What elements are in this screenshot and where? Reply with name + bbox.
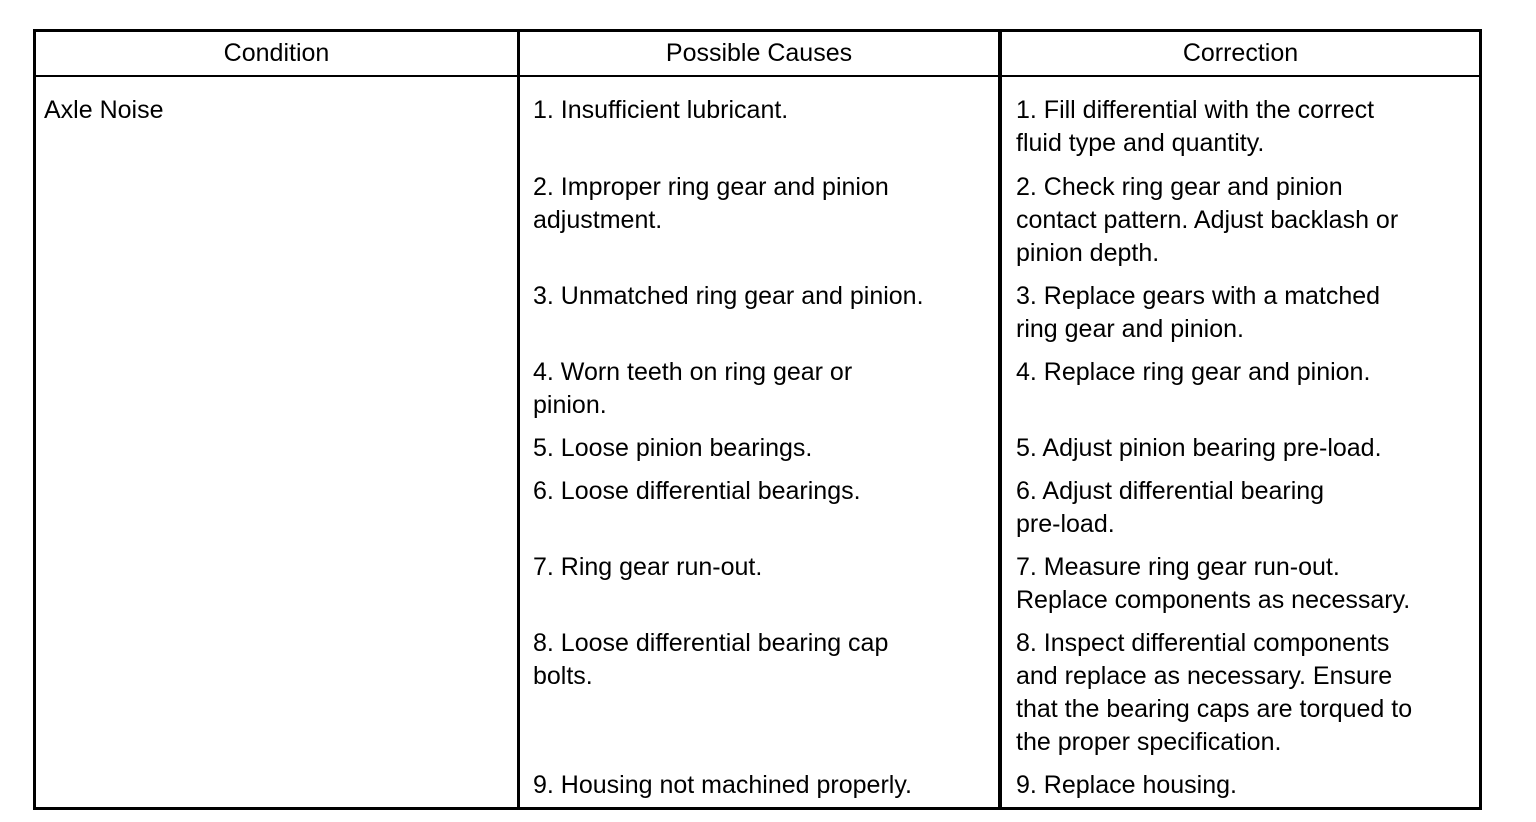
correction-cell: 4. Replace ring gear and pinion. [1016, 358, 1371, 386]
cause-cell: 7. Ring gear run-out. [533, 553, 763, 581]
column-divider [998, 32, 1002, 807]
correction-cell: 3. Replace gears with a matched ring gear and pinion. [1016, 282, 1381, 343]
cause-cell: 8. Loose differential bearing cap bolts. [533, 629, 889, 690]
header-condition: Condition [223, 39, 330, 67]
correction-cell: 7. Measure ring gear run-out. Replace components as necessary. [1016, 553, 1411, 614]
cause-cell: 3. Unmatched ring gear and pinion. [533, 282, 924, 310]
cause-cell: 5. Loose pinion bearings. [533, 434, 813, 462]
correction-cell: 1. Fill differential with the correct fluid type and quantity. [1016, 96, 1375, 157]
correction-cell: 6. Adjust differential bearing pre-load. [1016, 477, 1325, 538]
diagnosis-table [33, 29, 1482, 810]
header-divider [36, 75, 1479, 77]
cause-cell: 1. Insufficient lubricant. [533, 96, 789, 124]
cause-cell: 4. Worn teeth on ring gear or pinion. [533, 358, 853, 419]
cause-cell: 2. Improper ring gear and pinion adjustment. [533, 173, 889, 234]
column-divider [517, 32, 520, 807]
correction-cell: 8. Inspect differential components and replace as necessary. Ensure that the bearing caps are torqued to the proper specification. [1016, 629, 1413, 756]
correction-cell: 2. Check ring gear and pinion contact pattern. Adjust backlash or pinion depth. [1016, 173, 1399, 267]
condition-cell: Axle Noise [44, 96, 164, 124]
cause-cell: 6. Loose differential bearings. [533, 477, 861, 505]
header-possible-causes: Possible Causes [665, 39, 853, 67]
header-correction: Correction [1182, 39, 1299, 67]
correction-cell: 5. Adjust pinion bearing pre-load. [1016, 434, 1382, 462]
correction-cell: 9. Replace housing. [1016, 771, 1237, 799]
cause-cell: 9. Housing not machined properly. [533, 771, 912, 799]
